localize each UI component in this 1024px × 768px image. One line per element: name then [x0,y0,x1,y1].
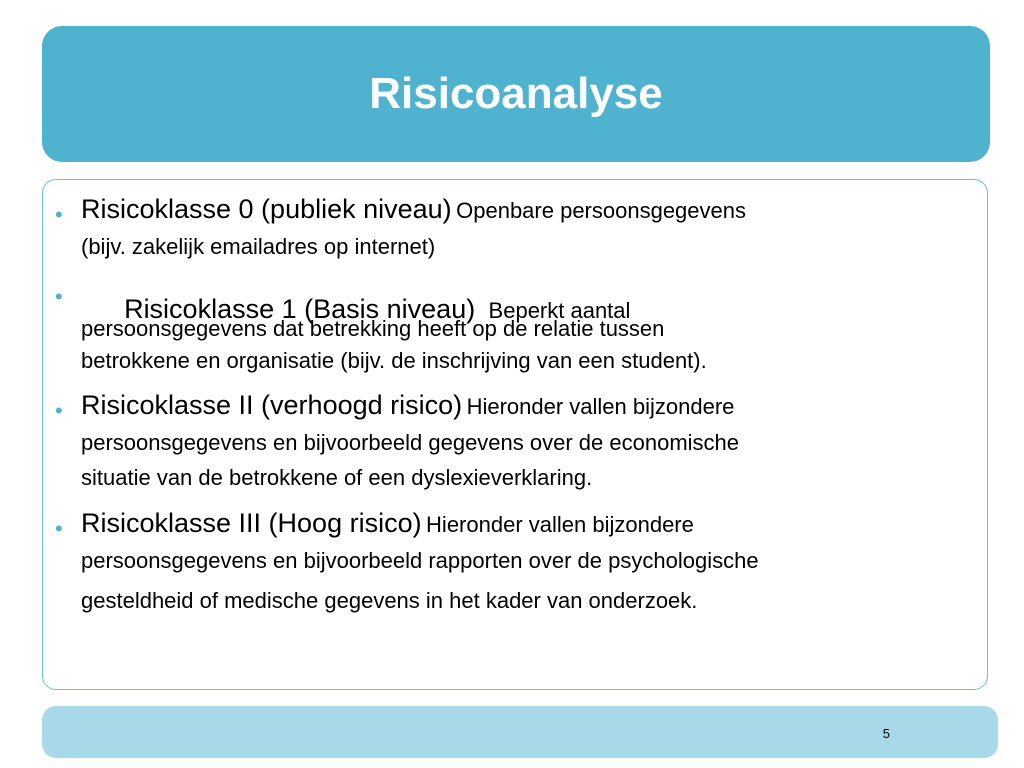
item-description: Hieronder vallen bijzondere [466,394,735,419]
footer-bar [42,706,998,758]
item-heading: Risicoklasse III (Hoog risico) [81,508,422,538]
item-description-line: gesteldheid of medische gegevens in het kader van onderzoek. [81,588,698,613]
item-description: Beperkt aantal [488,298,631,323]
item-description-line: persoonsgegevens en bijvoorbeeld gegevens over de economische [81,430,740,455]
item-description: Hieronder vallen bijzondere [426,512,694,537]
slide-title: Risicoanalyse [369,69,663,118]
item-description-line: persoonsgegevens en bijvoorbeeld rapporten over de psychologische [81,548,759,573]
bullet-icon: • [55,284,63,309]
item-heading: Risicoklasse II (verhoogd risico) [81,390,463,420]
title-bar [42,26,990,162]
bullet-icon: • [55,516,63,541]
item-heading: Risicoklasse 1 (Basis niveau) [116,294,476,324]
item-heading: Risicoklasse 0 (publiek niveau) [81,194,452,224]
item-description-line: situatie van de betrokkene of een dyslexieverklaring. [81,465,593,490]
item-description: Openbare persoonsgegevens [456,198,747,223]
bullet-icon: • [55,398,63,423]
item-description-line: (bijv. zakelijk emailadres op internet) [81,234,436,259]
item-description-line: persoonsgegevens dat betrekking heeft op de relatie tussen [81,316,665,341]
bullet-icon: • [55,202,63,227]
page-number: 5 [882,726,890,741]
content-box [42,179,988,690]
item-description-line: betrokkene en organisatie (bijv. de inschrijving van een student). [81,348,707,373]
